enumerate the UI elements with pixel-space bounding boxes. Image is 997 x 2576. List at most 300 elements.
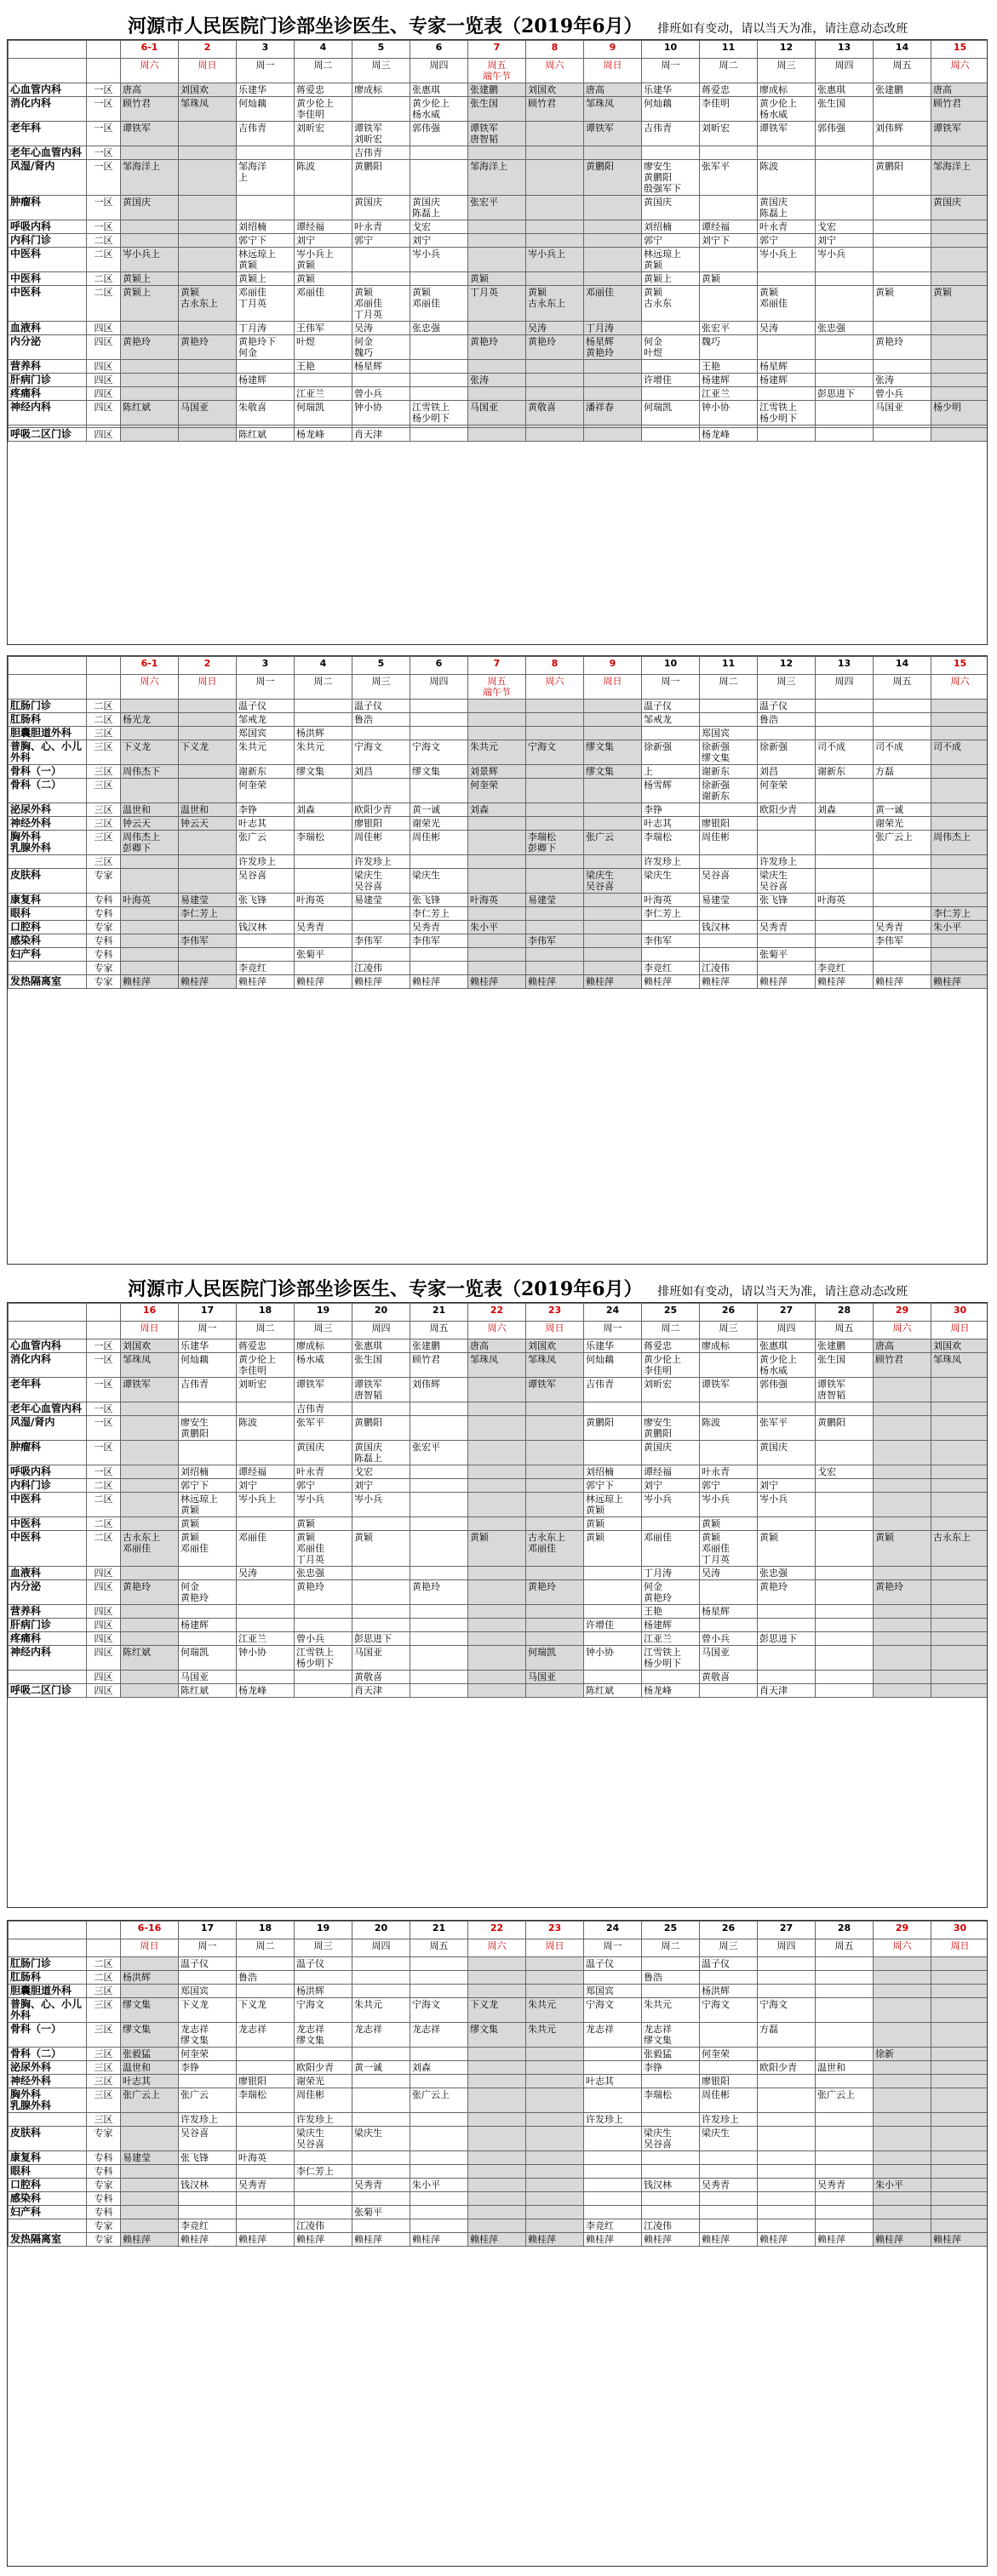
date-cell: 6-1	[121, 657, 179, 675]
table-row	[9, 322, 988, 335]
doctor-cell: 张广云上	[874, 831, 931, 855]
doctor-cell	[237, 1619, 295, 1632]
doctor-cell	[121, 907, 179, 921]
doctor-cell: 张毅猛	[642, 2048, 700, 2061]
table-row	[9, 1465, 988, 1479]
doctor-cell	[642, 360, 700, 374]
doctor-cell: 温世和	[121, 803, 179, 817]
doctor-cell: 邓丽佳	[584, 286, 642, 322]
table-row	[9, 907, 988, 921]
dept-cell: 泌尿外科	[9, 2061, 87, 2075]
table-row	[9, 1971, 988, 1985]
doctor-cell: 吴秀青	[700, 2179, 758, 2192]
doctor-cell: 李瑞松	[642, 2088, 700, 2113]
doctor-cell: 赖桂萍	[816, 975, 874, 989]
doctor-cell	[874, 2075, 931, 2088]
doctor-cell	[468, 817, 526, 831]
doctor-cell: 黄颖	[874, 1531, 931, 1567]
doctor-cell: 李仁芳上	[410, 907, 468, 921]
doctor-cell: 欧阳少青	[352, 803, 410, 817]
doctor-cell	[526, 2048, 584, 2061]
dept-cell: 血液科	[9, 322, 87, 335]
doctor-cell	[931, 948, 988, 962]
doctor-cell: 江亚兰	[642, 1632, 700, 1646]
doctor-cell	[931, 322, 988, 335]
doctor-cell: 何奎荣	[237, 779, 295, 803]
doctor-cell: 龙志祥 缪文集	[642, 2023, 700, 2048]
doctor-cell: 戈宏	[352, 1465, 410, 1479]
weekday-cell: 周日	[931, 1322, 988, 1339]
doctor-cell	[295, 962, 352, 975]
doctor-cell: 方磊	[874, 765, 931, 779]
doctor-cell	[237, 1517, 295, 1531]
doctor-cell: 刘森	[816, 803, 874, 817]
doctor-cell: 温子仪	[642, 700, 700, 713]
area-cell: 专家	[87, 975, 121, 989]
doctor-cell: 李伟军	[642, 934, 700, 948]
doctor-cell	[121, 1479, 179, 1493]
table-row	[9, 2233, 988, 2247]
area-cell: 专科	[87, 934, 121, 948]
doctor-cell: 邹珠凤	[121, 1353, 179, 1378]
doctor-cell	[526, 869, 584, 894]
doctor-cell: 黄艳玲	[121, 1580, 179, 1605]
doctor-cell	[642, 387, 700, 401]
doctor-cell: 黄颖 邓丽佳	[758, 286, 816, 322]
area-cell: 一区	[87, 83, 121, 97]
doctor-cell: 江凌伟	[642, 2219, 700, 2233]
table-row	[9, 374, 988, 387]
doctor-cell: 周伟杰上 彭卿下	[121, 831, 179, 855]
area-cell: 四区	[87, 360, 121, 374]
doctor-cell	[584, 234, 642, 248]
doctor-cell: 张建鹏	[816, 1339, 874, 1353]
dept-cell: 肝病门诊	[9, 374, 87, 387]
table-row	[9, 97, 988, 122]
doctor-cell: 刘宁	[758, 1479, 816, 1493]
doctor-cell	[410, 2219, 468, 2233]
doctor-cell	[526, 2151, 584, 2165]
doctor-cell	[179, 869, 237, 894]
doctor-cell	[584, 428, 642, 442]
doctor-cell: 古永东上 邓丽佳	[526, 1531, 584, 1567]
doctor-cell: 吉伟青	[179, 1378, 237, 1402]
doctor-cell	[352, 779, 410, 803]
doctor-cell	[816, 335, 874, 360]
doctor-cell: 唐高	[874, 1339, 931, 1353]
doctor-cell: 周佳彬	[295, 2088, 352, 2113]
doctor-cell	[352, 948, 410, 962]
doctor-cell	[642, 727, 700, 740]
doctor-cell	[931, 335, 988, 360]
weekday-cell: 周五	[874, 675, 931, 700]
doctor-cell: 叶海英	[816, 894, 874, 907]
doctor-cell: 赖桂萍	[931, 2233, 988, 2247]
table-row	[9, 2165, 988, 2179]
doctor-cell: 赖桂萍	[642, 2233, 700, 2247]
doctor-cell: 江亚兰	[295, 387, 352, 401]
doctor-cell: 温子仪	[758, 700, 816, 713]
schedule-table	[8, 656, 988, 989]
doctor-cell	[410, 1402, 468, 1416]
doctor-cell	[931, 387, 988, 401]
doctor-cell: 邹珠凤	[526, 1353, 584, 1378]
doctor-cell: 张宏平	[468, 196, 526, 220]
corner-cell	[9, 1922, 87, 1939]
date-cell: 6	[410, 41, 468, 59]
table-row	[9, 1684, 988, 1698]
doctor-cell	[931, 1605, 988, 1619]
doctor-cell	[179, 387, 237, 401]
area-cell: 专科	[87, 2192, 121, 2206]
doctor-cell	[179, 1971, 237, 1985]
area-cell: 三区	[87, 765, 121, 779]
dept-cell: 感染科	[9, 2192, 87, 2206]
date-cell: 18	[237, 1922, 295, 1939]
doctor-cell: 黄颖 古永东	[642, 286, 700, 322]
doctor-cell: 邓丽佳	[295, 286, 352, 322]
doctor-cell: 刘宁	[295, 234, 352, 248]
doctor-cell	[816, 1632, 874, 1646]
doctor-cell: 黄国庆 陈磊上	[352, 1441, 410, 1465]
doctor-cell	[526, 1957, 584, 1971]
doctor-cell: 谭铁军 刘昕宏	[352, 122, 410, 146]
doctor-cell	[584, 248, 642, 272]
doctor-cell: 叶永青	[758, 220, 816, 234]
doctor-cell	[874, 700, 931, 713]
doctor-cell	[179, 234, 237, 248]
weekday-cell: 周二	[700, 675, 758, 700]
doctor-cell: 张广云上	[410, 2088, 468, 2113]
doctor-cell: 郑国宾	[237, 727, 295, 740]
doctor-cell	[352, 1619, 410, 1632]
doctor-cell	[179, 831, 237, 855]
doctor-cell: 李伟军	[352, 934, 410, 948]
doctor-cell	[179, 2075, 237, 2088]
doctor-cell	[816, 1957, 874, 1971]
doctor-cell	[816, 1531, 874, 1567]
doctor-cell	[526, 2113, 584, 2127]
doctor-cell: 周伟杰下	[121, 765, 179, 779]
doctor-cell	[526, 1619, 584, 1632]
area-cell: 四区	[87, 335, 121, 360]
doctor-cell: 周佳彬	[410, 831, 468, 855]
dept-cell: 中医科	[9, 286, 87, 322]
doctor-cell	[526, 272, 584, 286]
doctor-cell	[468, 1619, 526, 1632]
weekday-cell: 周一	[584, 1939, 642, 1957]
area-cell: 一区	[87, 97, 121, 122]
doctor-cell	[758, 335, 816, 360]
doctor-cell	[295, 855, 352, 869]
weekday-cell: 周五 端午节	[468, 59, 526, 83]
doctor-cell: 顾竹君	[121, 97, 179, 122]
doctor-cell	[931, 817, 988, 831]
doctor-cell	[526, 2061, 584, 2075]
doctor-cell	[758, 1402, 816, 1416]
doctor-cell	[642, 2113, 700, 2127]
doctor-cell	[179, 220, 237, 234]
weekday-cell: 周二	[237, 1939, 295, 1957]
doctor-cell: 杨洪辉	[295, 1985, 352, 1998]
doctor-cell: 郭宁下	[237, 234, 295, 248]
doctor-cell	[468, 1632, 526, 1646]
doctor-cell	[816, 272, 874, 286]
table-row	[9, 713, 988, 727]
doctor-cell: 陈波	[700, 1416, 758, 1441]
weekday-cell: 周日	[179, 59, 237, 83]
doctor-cell: 赖桂萍	[179, 2233, 237, 2247]
doctor-cell	[874, 1402, 931, 1416]
doctor-cell: 何瑞凯	[295, 401, 352, 426]
doctor-cell	[874, 1632, 931, 1646]
doctor-cell	[352, 727, 410, 740]
doctor-cell: 邓丽佳	[642, 1531, 700, 1567]
doctor-cell	[584, 934, 642, 948]
doctor-cell: 刘森	[410, 2061, 468, 2075]
dept-cell: 呼吸内科	[9, 220, 87, 234]
doctor-cell: 杨建辉	[179, 1619, 237, 1632]
doctor-cell	[526, 122, 584, 146]
doctor-cell: 赖桂萍	[352, 975, 410, 989]
doctor-cell: 杨龙峰	[237, 1684, 295, 1698]
doctor-cell: 谭铁军	[700, 1378, 758, 1402]
weekday-row	[9, 1939, 988, 1957]
doctor-cell: 黄艳玲	[874, 335, 931, 360]
doctor-cell: 刘森	[295, 803, 352, 817]
doctor-cell: 李仁芳上	[642, 907, 700, 921]
doctor-cell	[758, 428, 816, 442]
weekday-cell: 周四	[816, 59, 874, 83]
doctor-cell	[526, 196, 584, 220]
doctor-cell	[758, 727, 816, 740]
area-cell: 四区	[87, 428, 121, 442]
doctor-cell: 叶永青	[700, 1465, 758, 1479]
doctor-cell: 赖桂萍	[352, 2233, 410, 2247]
doctor-cell: 温世和	[121, 2061, 179, 2075]
doctor-cell: 邓丽佳	[237, 1531, 295, 1567]
doctor-cell: 朱共元	[526, 1998, 584, 2023]
doctor-cell: 何奎荣	[179, 2048, 237, 2061]
weekday-cell: 周一	[642, 675, 700, 700]
doctor-cell	[584, 1441, 642, 1465]
doctor-cell	[468, 1416, 526, 1441]
doctor-cell: 陈波	[237, 1416, 295, 1441]
dept-cell: 皮肤科	[9, 869, 87, 894]
doctor-cell	[468, 1985, 526, 1998]
doctor-cell: 赖桂萍	[700, 975, 758, 989]
doctor-cell	[352, 374, 410, 387]
doctor-cell: 杨龙峰	[295, 428, 352, 442]
doctor-cell: 谭铁军	[526, 1378, 584, 1402]
doctor-cell	[468, 713, 526, 727]
doctor-cell	[931, 374, 988, 387]
date-cell: 30	[931, 1922, 988, 1939]
doctor-cell: 陈红斌	[121, 401, 179, 426]
doctor-cell: 马国亚	[700, 1646, 758, 1671]
date-cell: 26	[700, 1922, 758, 1939]
doctor-cell	[352, 1605, 410, 1619]
doctor-cell: 廖成标	[352, 83, 410, 97]
doctor-cell	[468, 234, 526, 248]
doctor-cell	[410, 727, 468, 740]
doctor-cell: 彭思进下	[352, 1632, 410, 1646]
doctor-cell	[874, 1517, 931, 1531]
doctor-cell	[237, 2113, 295, 2127]
doctor-cell: 叶煜	[295, 335, 352, 360]
doctor-cell: 张菊平	[758, 948, 816, 962]
doctor-cell	[931, 2219, 988, 2233]
doctor-cell: 刘昕宏	[700, 122, 758, 146]
date-cell: 29	[874, 1922, 931, 1939]
doctor-cell: 黄鹏阳	[584, 160, 642, 196]
doctor-cell: 朱共元	[526, 2023, 584, 2048]
doctor-cell	[352, 2219, 410, 2233]
weekday-row	[9, 59, 988, 83]
doctor-cell	[526, 727, 584, 740]
doctor-cell: 邹海洋上	[121, 160, 179, 196]
doctor-cell: 刘景辉	[468, 765, 526, 779]
doctor-cell: 张飞锋	[237, 894, 295, 907]
doctor-cell: 张飞锋	[179, 2151, 237, 2165]
doctor-cell: 张广云上	[816, 2088, 874, 2113]
weekday-cell: 周二	[642, 1322, 700, 1339]
table-row	[9, 779, 988, 803]
corner-cell	[9, 1322, 87, 1339]
doctor-cell	[931, 1567, 988, 1580]
area-cell: 四区	[87, 1567, 121, 1580]
corner-cell	[9, 675, 87, 700]
doctor-cell	[295, 1671, 352, 1684]
weekday-cell: 周二	[642, 1939, 700, 1957]
doctor-cell: 李铮	[642, 2061, 700, 2075]
weekday-cell: 周三	[352, 59, 410, 83]
area-cell: 专家	[87, 2219, 121, 2233]
doctor-cell: 岑小兵上 黄颖	[295, 248, 352, 272]
doctor-cell: 廖成标	[700, 1339, 758, 1353]
doctor-cell: 邹珠凤	[584, 97, 642, 122]
doctor-cell: 许发珍上	[758, 855, 816, 869]
doctor-cell	[874, 1646, 931, 1671]
doctor-cell	[352, 97, 410, 122]
doctor-cell: 欧阳少青	[758, 803, 816, 817]
doctor-cell: 黄艳玲	[526, 1580, 584, 1605]
area-cell: 一区	[87, 1416, 121, 1441]
dept-cell: 神经内科	[9, 1646, 87, 1671]
doctor-cell	[584, 1971, 642, 1985]
doctor-cell	[295, 2179, 352, 2192]
doctor-cell	[468, 2206, 526, 2219]
doctor-cell	[700, 248, 758, 272]
doctor-cell: 钟小协	[237, 1646, 295, 1671]
corner-cell	[87, 1322, 121, 1339]
doctor-cell: 何金 魏巧	[352, 335, 410, 360]
corner-cell	[87, 1939, 121, 1957]
doctor-cell	[526, 2127, 584, 2151]
doctor-cell	[526, 2179, 584, 2192]
date-cell: 11	[700, 41, 758, 59]
doctor-cell: 吉伟青	[295, 1402, 352, 1416]
doctor-cell: 李伟军	[410, 934, 468, 948]
doctor-cell: 赖桂萍	[179, 975, 237, 989]
doctor-cell: 郭伟强	[410, 122, 468, 146]
table-row	[9, 817, 988, 831]
doctor-cell	[931, 869, 988, 894]
corner-cell	[87, 1922, 121, 1939]
weekday-cell: 周日	[526, 1322, 584, 1339]
doctor-cell: 赖桂萍	[410, 2233, 468, 2247]
date-cell: 8	[526, 41, 584, 59]
doctor-cell	[468, 962, 526, 975]
doctor-cell	[410, 2048, 468, 2061]
doctor-cell: 谭铁军 唐智韬	[816, 1378, 874, 1402]
doctor-cell	[468, 387, 526, 401]
doctor-cell: 岑小兵上	[237, 1493, 295, 1517]
doctor-cell: 叶海英	[295, 894, 352, 907]
doctor-cell: 唐高	[584, 83, 642, 97]
doctor-cell: 邹珠凤	[931, 1353, 988, 1378]
doctor-cell: 陈红斌	[237, 428, 295, 442]
doctor-cell	[642, 1402, 700, 1416]
doctor-cell: 吉伟青	[584, 1378, 642, 1402]
weekday-cell: 周日	[931, 1939, 988, 1957]
doctor-cell: 赖桂萍	[700, 2233, 758, 2247]
weekday-cell: 周日	[121, 1322, 179, 1339]
doctor-cell: 黄颖 邓丽佳 丁月英	[352, 286, 410, 322]
doctor-cell	[816, 1567, 874, 1580]
doctor-cell	[931, 2192, 988, 2206]
weekday-cell: 周二	[295, 675, 352, 700]
doctor-cell	[816, 779, 874, 803]
weekday-cell: 周日	[179, 675, 237, 700]
table-row	[9, 2127, 988, 2151]
doctor-cell	[584, 779, 642, 803]
doctor-cell	[468, 1671, 526, 1684]
doctor-cell	[526, 2165, 584, 2179]
dept-cell: 普胸、心、小儿外科	[9, 1998, 87, 2023]
schedule-table	[8, 40, 988, 442]
doctor-cell	[758, 2165, 816, 2179]
doctor-cell	[352, 2192, 410, 2206]
doctor-cell: 许增佳	[642, 374, 700, 387]
doctor-cell	[179, 272, 237, 286]
doctor-cell: 古永东上 邓丽佳	[121, 1531, 179, 1567]
doctor-cell	[179, 1605, 237, 1619]
doctor-cell	[816, 2151, 874, 2165]
doctor-cell	[931, 1378, 988, 1402]
doctor-cell: 黄敬喜	[352, 1671, 410, 1684]
doctor-cell: 岑小兵	[410, 248, 468, 272]
doctor-cell: 刘昌	[758, 765, 816, 779]
doctor-cell: 顾竹君	[410, 1353, 468, 1378]
doctor-cell	[758, 2113, 816, 2127]
doctor-cell: 吴秀青	[758, 921, 816, 934]
doctor-cell: 张生国	[816, 1353, 874, 1378]
doctor-cell: 缪文集	[295, 765, 352, 779]
doctor-cell	[816, 1580, 874, 1605]
doctor-cell: 马国亚	[352, 1646, 410, 1671]
doctor-cell	[410, 779, 468, 803]
doctor-cell	[526, 1605, 584, 1619]
dept-cell: 疼痛科	[9, 387, 87, 401]
date-cell: 29	[874, 1304, 931, 1322]
doctor-cell: 鲁浩	[642, 1971, 700, 1985]
area-cell: 二区	[87, 713, 121, 727]
weekday-cell: 周六	[121, 675, 179, 700]
area-cell: 四区	[87, 1646, 121, 1671]
doctor-cell: 梁庆生 吴谷喜	[758, 869, 816, 894]
table-row	[9, 1493, 988, 1517]
